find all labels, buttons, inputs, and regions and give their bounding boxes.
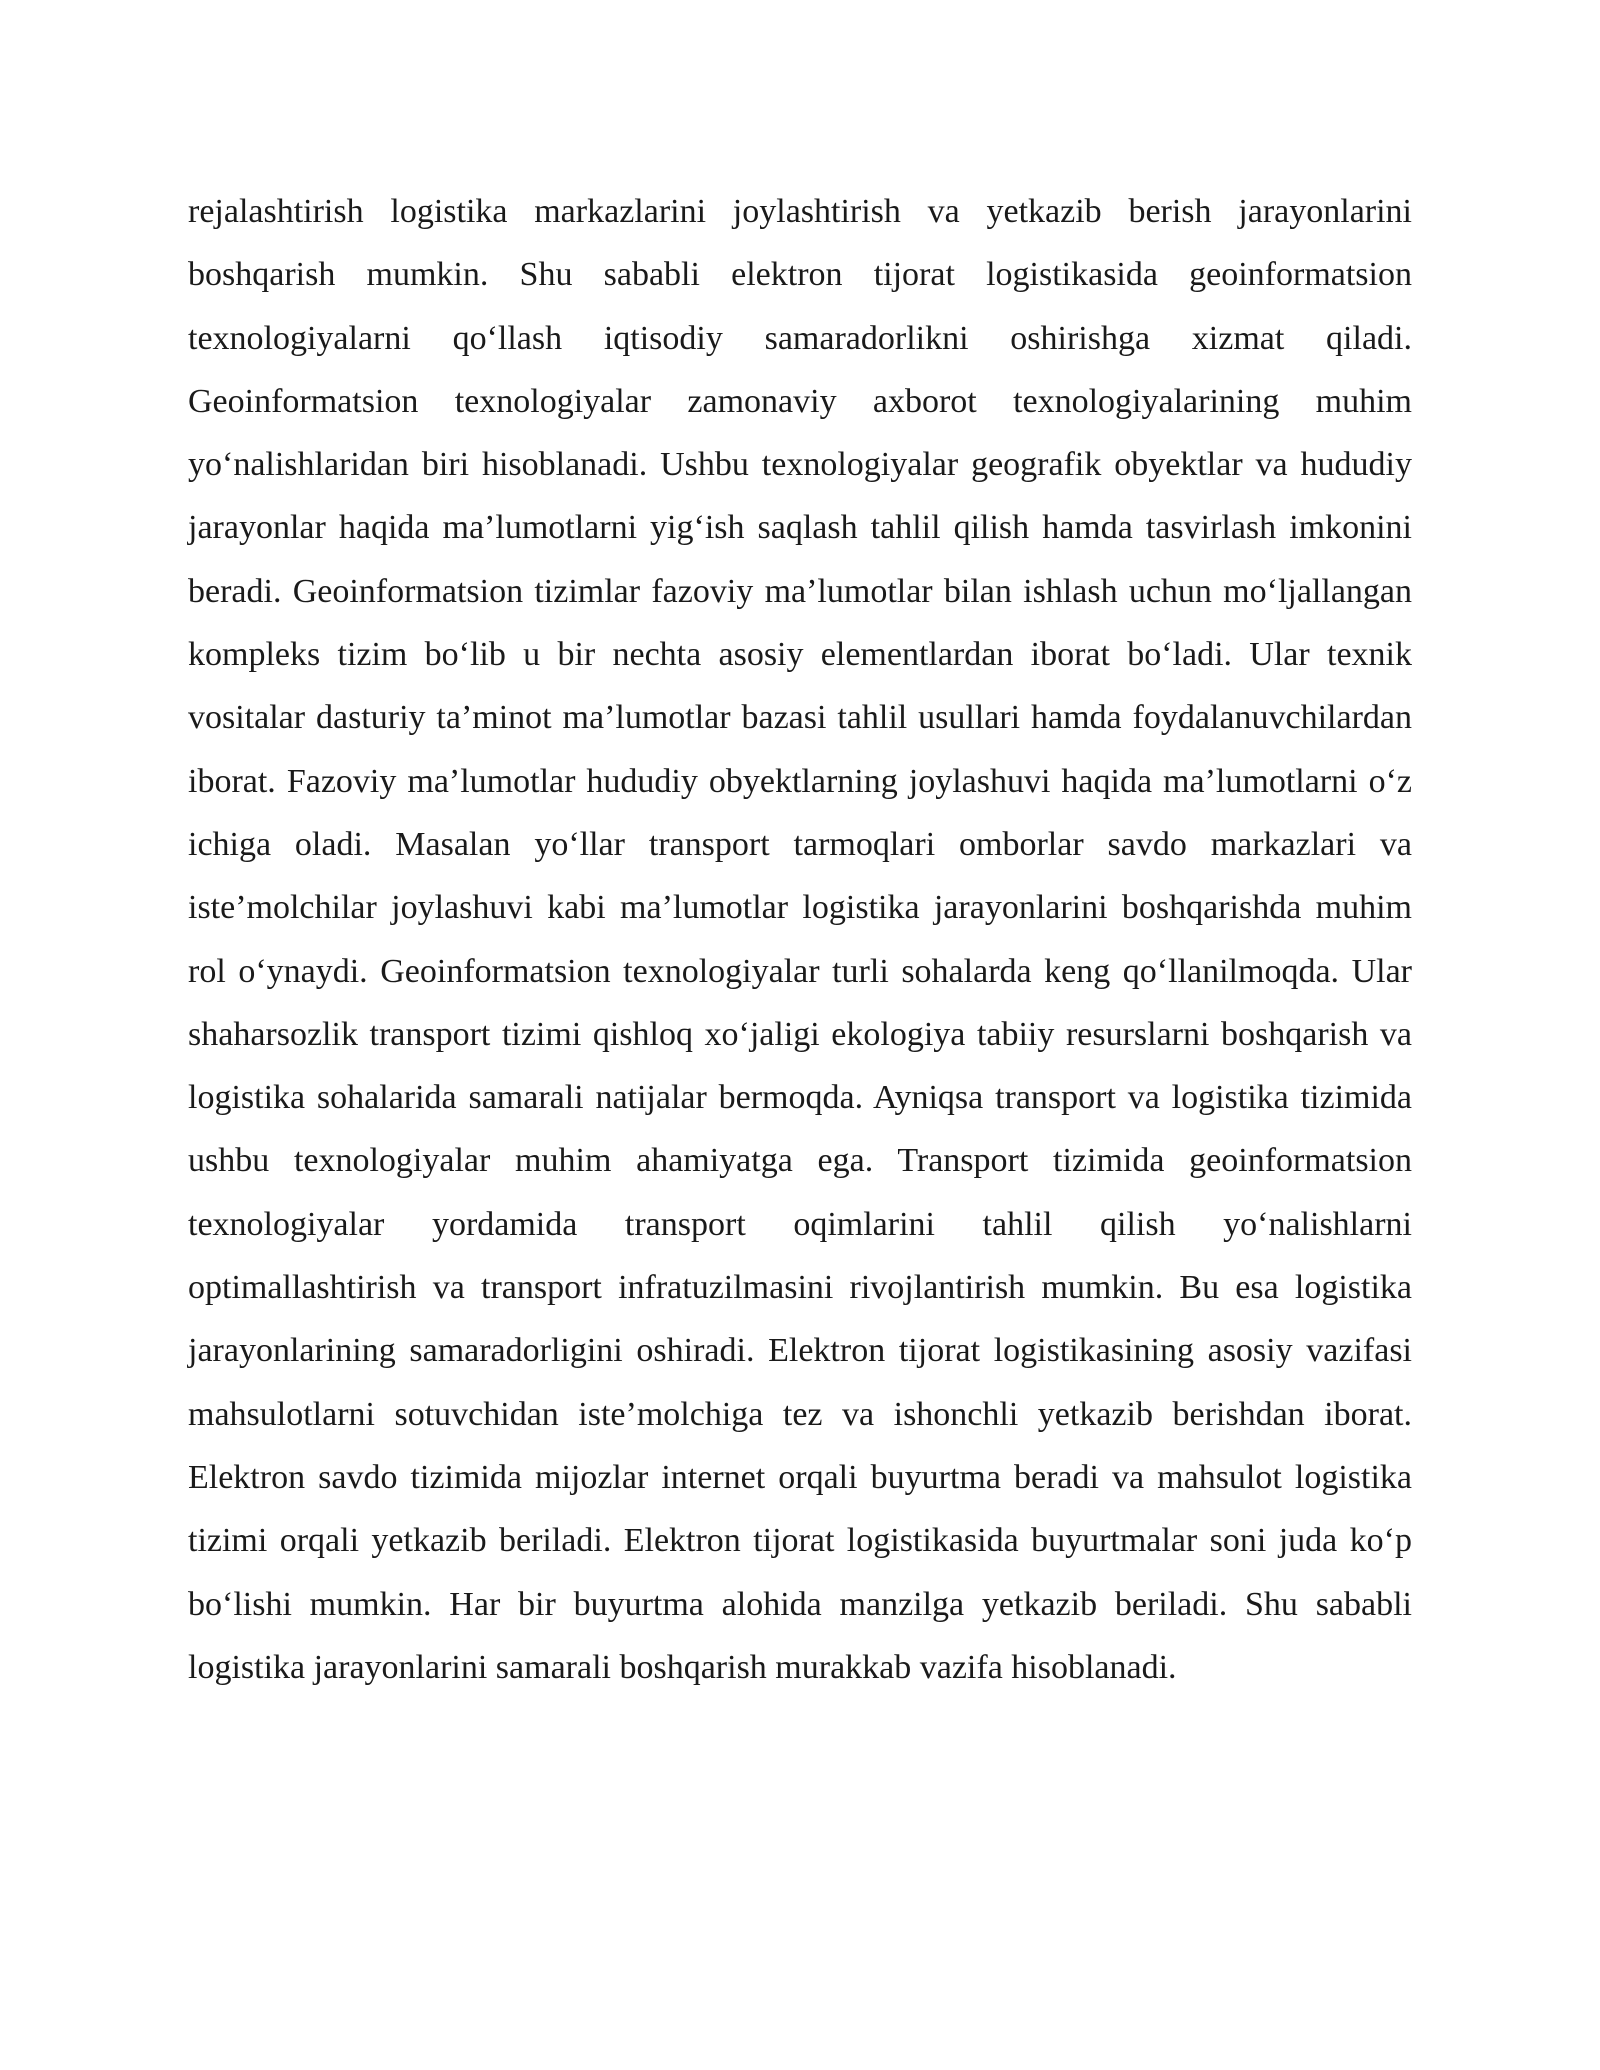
body-paragraph: rejalashtirish logistika markazlarini joylashtirish va yetkazib berish jarayonlarini boshqarish mumkin. Shu sababli elektron tijorat logistikasida geoinformatsion texnologiyalarni qo‘llash iqtisodiy samaradorlikni oshirishga xizmat qiladi. Geoinformatsion texnologiyalar zamonaviy axborot texnologiyalarining muhim yo‘nalishlaridan biri hisoblanadi. Ushbu texnologiyalar geografik obyektlar va hududiy jarayonlar haqida ma’lumotlarni yig‘ish saqlash tahlil qilish hamda tasvirlash imkonini beradi. Geoinformatsion tizimlar fazoviy ma’lumotlar bilan ishlash uchun mo‘ljallangan kompleks tizim bo‘lib u bir nechta asosiy elementlardan iborat bo‘ladi. Ular texnik vositalar dasturiy ta’minot ma’lumotlar bazasi tahlil usullari hamda foydalanuvchilardan iborat. Fazoviy ma’lumotlar hududiy obyektlarning joylashuvi haqida ma’lumotlarni o‘z ichiga oladi. Masalan yo‘llar transport tarmoqlari omborlar savdo markazlari va iste’molchilar joylashuvi kabi ma’lumotlar logistika jarayonlarini boshqarishda muhim rol o‘ynaydi. Geoinformatsion texnologiyalar turli sohalarda keng qo‘llanilmoqda. Ular shaharsozlik transport tizimi qishloq xo‘jaligi ekologiya tabiiy resurslarni boshqarish va logistika sohalarida samarali natijalar bermoqda. Ayniqsa transport va logistika tizimida ushbu texnologiyalar muhim ahamiyatga ega. Transport tizimida geoinformatsion texnologiyalar yordamida transport oqimlarini tahlil qilish yo‘nalishlarni optimallashtirish va transport infratuzilmasini rivojlantirish mumkin. Bu esa logistika jarayonlarining samaradorligini oshiradi. Elektron tijorat logistikasining asosiy vazifasi mahsulotlarni sotuvchidan iste’molchiga tez va ishonchli yetkazib berishdan iborat. Elektron savdo tizimida mijozlar internet orqali buyurtma beradi va mahsulot logistika tizimi orqali yetkazib beriladi. Elektron tijorat logistikasida buyurtmalar soni juda ko‘p bo‘lishi mumkin. Har bir buyurtma alohida manzilga yetkazib beriladi. Shu sababli logistika jarayonlarini samarali boshqarish murakkab vazifa hisoblanadi. [188,193,1412,1686]
